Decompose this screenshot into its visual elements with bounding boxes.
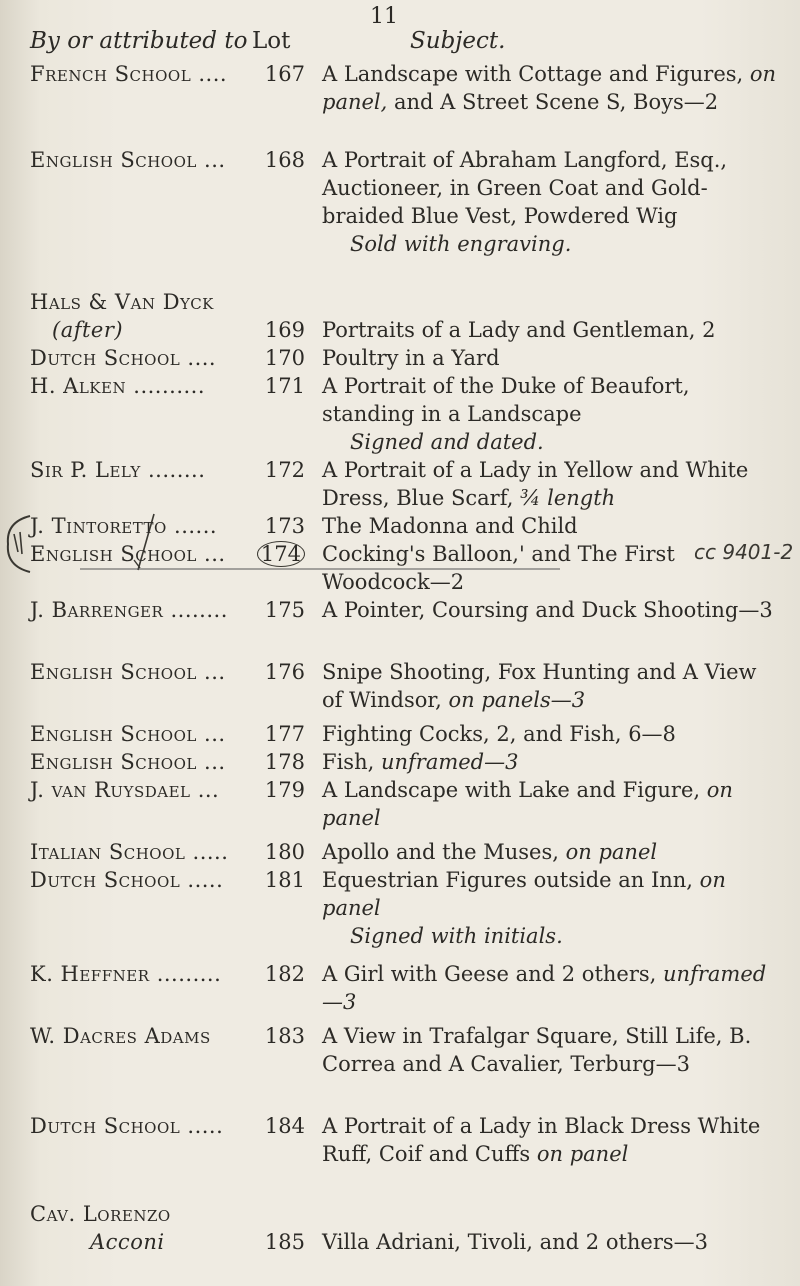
- header-subject: Subject.: [410, 28, 506, 54]
- lot-subject: Villa Adriani, Tivoli, and 2 others—3: [322, 1230, 709, 1254]
- lot-number: 176: [264, 660, 305, 684]
- artist-name: English School ...: [30, 148, 226, 172]
- artist-name: English School ...: [30, 722, 226, 746]
- artist-name: Hals & Van Dyck (after): [30, 290, 214, 342]
- artist-name: English School ...: [30, 660, 226, 684]
- artist-name: Cav. Lorenzo Acconi: [30, 1202, 171, 1254]
- lot-number: 181: [264, 868, 305, 892]
- lot-note: Signed with initials.: [350, 924, 563, 948]
- lot-number: 185: [264, 1230, 305, 1254]
- artist-name: J. Tintoretto ......: [30, 514, 218, 538]
- lot-number: 179: [264, 778, 305, 802]
- lot-number: 167: [264, 62, 305, 86]
- margin-annotation: cc 9401-2: [694, 540, 794, 564]
- lot-number: 177: [264, 722, 305, 746]
- lot-subject: Cocking's Balloon,' and The First Woodcock—2: [322, 542, 675, 594]
- artist-name: English School ...: [30, 542, 226, 566]
- lot-subject: Fish, unframed—3: [322, 750, 519, 774]
- lot-number: 182: [264, 962, 305, 986]
- header-by: By or attributed to: [30, 28, 248, 54]
- artist-name: H. Alken ..........: [30, 374, 206, 398]
- lot-subject: Portraits of a Lady and Gentleman, 2: [322, 318, 716, 342]
- artist-name: Dutch School ....: [30, 346, 217, 370]
- lot-number: 173: [264, 514, 305, 538]
- column-headers: [30, 28, 790, 58]
- lot-number: 171: [264, 374, 305, 398]
- underline-rule: [80, 568, 560, 570]
- lot-number: 183: [264, 1024, 305, 1048]
- lot-subject: A Portrait of a Lady in Black Dress White Ruff, Coif and Cuffs on panel: [322, 1114, 761, 1166]
- lot-subject: A Portrait of Abraham Langford, Esq., Auctioneer, in Green Coat and Gold-braided Blue Vest, Powdered Wig Sold with engraving.: [322, 146, 780, 258]
- artist-name: Italian School .....: [30, 840, 229, 864]
- lot-subject: A Pointer, Coursing and Duck Shooting—3: [322, 598, 773, 622]
- lot-number: 180: [264, 840, 305, 864]
- lot-subject: A Girl with Geese and 2 others, unframed—3: [322, 962, 767, 1014]
- lot-subject: A View in Trafalgar Square, Still Life, B. Correa and A Cavalier, Terburg—3: [322, 1024, 752, 1076]
- artist-name: W. Dacres Adams: [30, 1024, 211, 1048]
- page-number: 11: [370, 4, 398, 29]
- lot-number: 170: [264, 346, 305, 370]
- lot-subject: The Madonna and Child: [322, 514, 578, 538]
- artist-name: French School ....: [30, 62, 228, 86]
- lot-number-circled: 174: [245, 540, 305, 568]
- lot-subject: A Portrait of a Lady in Yellow and White Dress, Blue Scarf, ¾ length: [322, 458, 749, 510]
- lot-number: 172: [264, 458, 305, 482]
- lot-number: 169: [264, 318, 305, 342]
- lot-subject: Poultry in a Yard: [322, 346, 500, 370]
- artist-name: K. Heffner .........: [30, 962, 222, 986]
- artist-name: English School ...: [30, 750, 226, 774]
- lot-subject: Apollo and the Muses, on panel: [322, 840, 658, 864]
- lot-number: 178: [264, 750, 305, 774]
- lot-subject: Snipe Shooting, Fox Hunting and A View of Windsor, on panels—3: [322, 660, 757, 712]
- artist-name: J. Barrenger ........: [30, 598, 228, 622]
- lot-number: 168: [264, 148, 305, 172]
- lot-note: Signed and dated.: [350, 430, 544, 454]
- lot-subject: Equestrian Figures outside an Inn, on panel Signed with initials.: [322, 866, 780, 950]
- lot-note: Sold with engraving.: [350, 232, 572, 256]
- header-lot: Lot: [252, 28, 291, 54]
- lot-number: 184: [264, 1114, 305, 1138]
- artist-name: Dutch School .....: [30, 1114, 224, 1138]
- lot-subject: A Portrait of the Duke of Beaufort, standing in a Landscape Signed and dated.: [322, 372, 780, 456]
- lot-subject: Fighting Cocks, 2, and Fish, 6—8: [322, 722, 676, 746]
- handwritten-bracket-mark: [0, 512, 34, 576]
- artist-name: J. van Ruysdael ...: [30, 778, 220, 802]
- artist-name: Dutch School .....: [30, 868, 224, 892]
- lot-subject: A Landscape with Cottage and Figures, on panel, and A Street Scene S, Boys—2: [322, 62, 777, 114]
- artist-name: Sir P. Lely ........: [30, 458, 206, 482]
- lot-subject: A Landscape with Lake and Figure, on panel: [322, 778, 733, 830]
- lot-number: 175: [264, 598, 305, 622]
